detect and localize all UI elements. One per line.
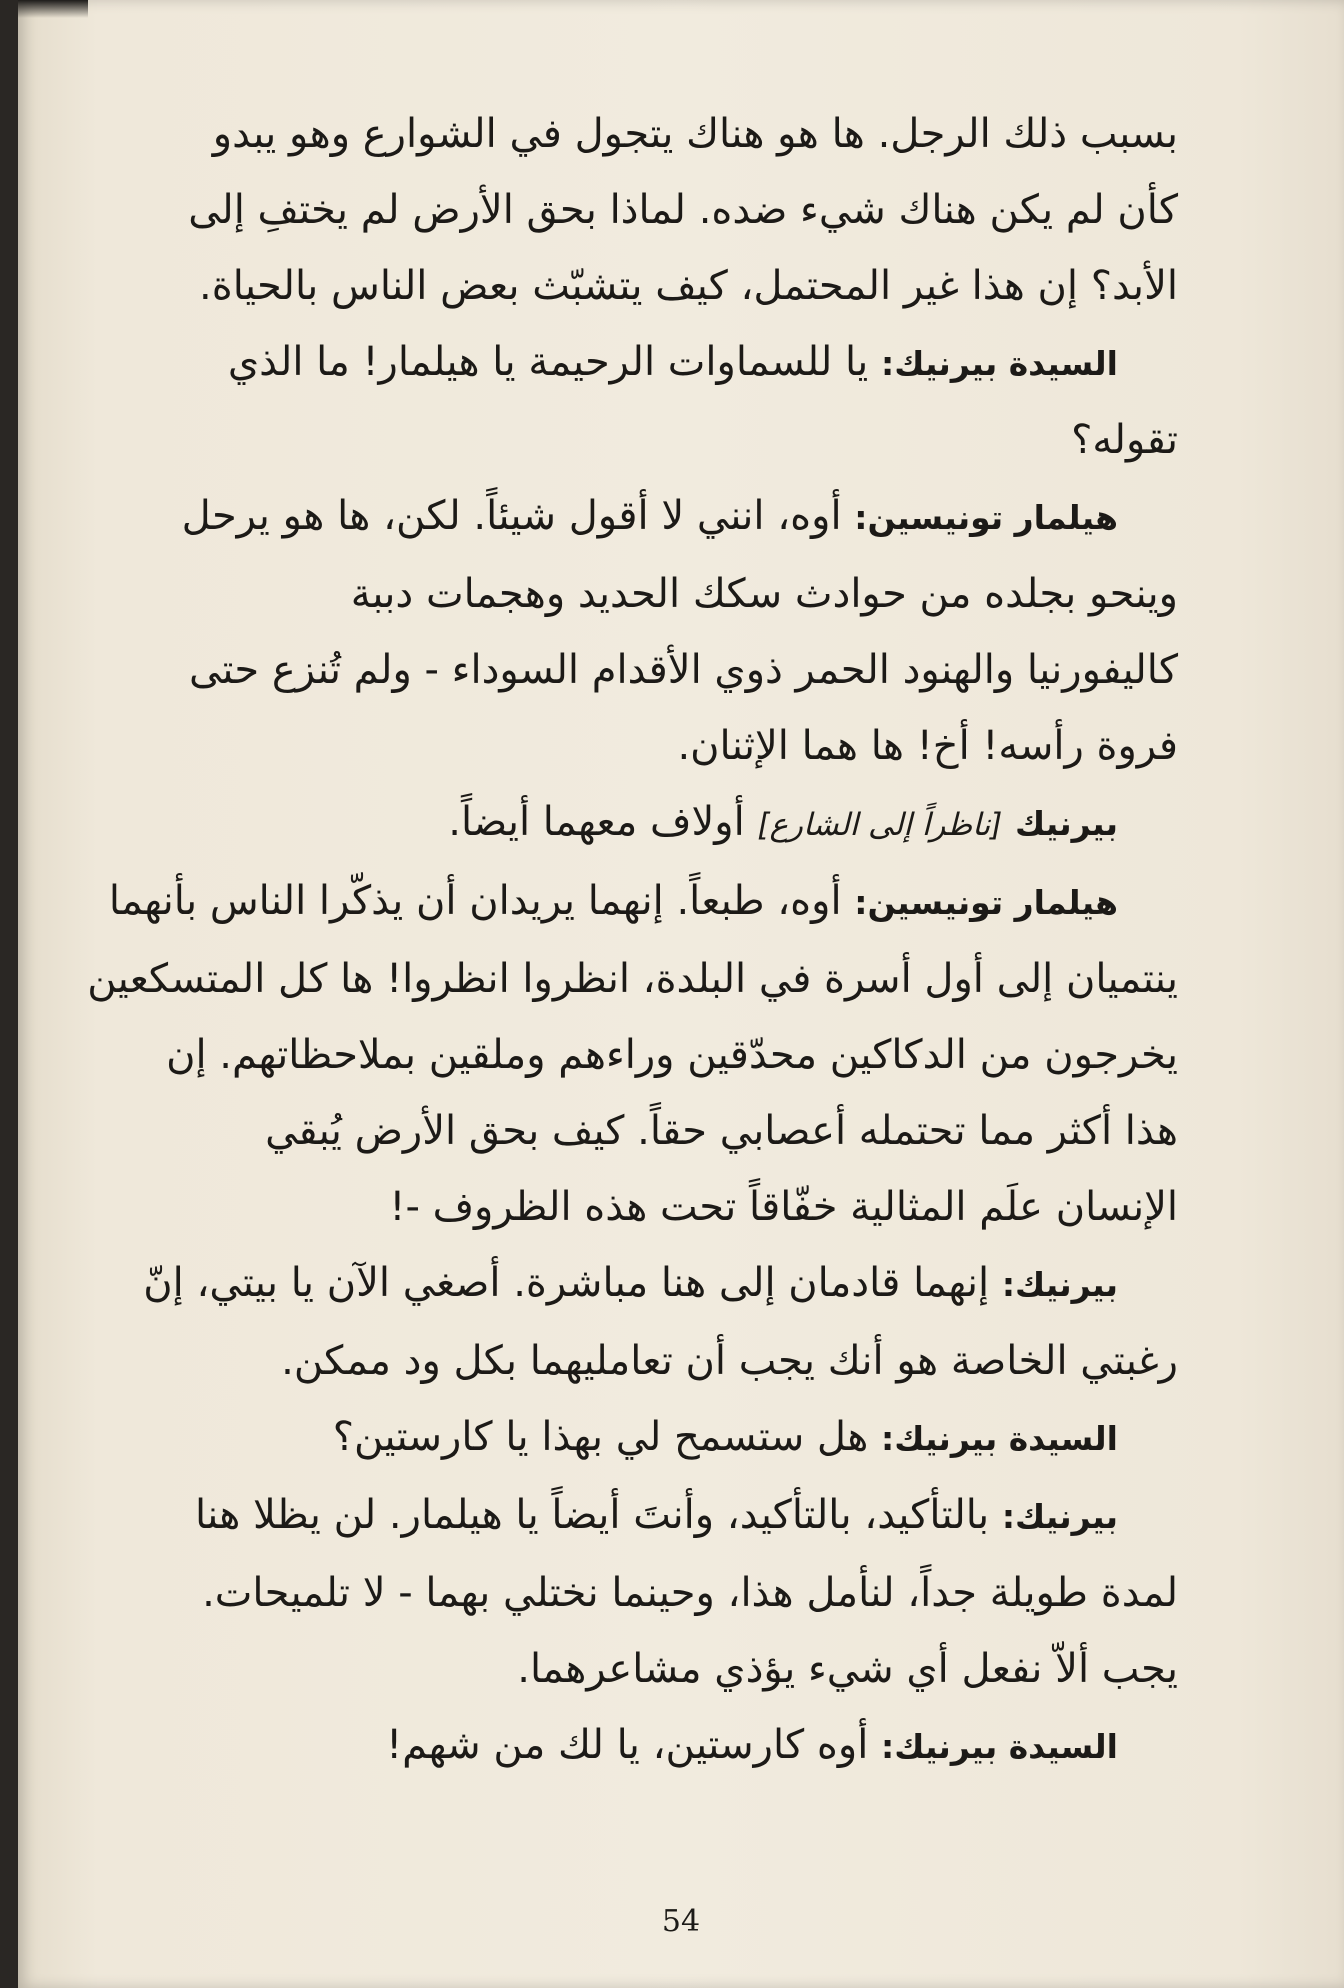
dialogue-line: السيدة بيرنيك: هل ستسمح لي بهذا يا كارستين؟ (332, 1414, 1118, 1460)
dialogue-line: بيرنيك: بالتأكيد، بالتأكيد، وأنتَ أيضاً يا هيلمار. لن يظلا هنا (194, 1492, 1118, 1538)
text-line: تقوله؟ (1071, 417, 1178, 463)
speaker-name: بيرنيك (1015, 804, 1118, 843)
dialogue-line: السيدة بيرنيك: يا للسماوات الرحيمة يا هيلمار! ما الذي (227, 339, 1118, 385)
text-line: يخرجون من الدكاكين محدّقين وراءهم وملقين بملاحظاتهم. إن (166, 1032, 1178, 1078)
text-line: الإنسان علَم المثالية خفّاقاً تحت هذه الظروف -! (389, 1184, 1178, 1230)
page-corner-shadow (18, 0, 88, 18)
text-line: ينتميان إلى أول أسرة في البلدة، انظروا انظروا! ها كل المتسكعين (87, 956, 1178, 1002)
text-line: رغبتي الخاصة هو أنك يجب أن تعامليهما بكل ود ممكن. (281, 1338, 1178, 1384)
text-line: لمدة طويلة جداً، لنأمل هذا، وحينما نختلي بهما - لا تلميحات. (202, 1570, 1178, 1616)
text-line: يجب ألاّ نفعل أي شيء يؤذي مشاعرهما. (517, 1646, 1178, 1692)
dialogue-line: بيرنيك [ناظراً إلى الشارع] أولاف معهما أيضاً. (448, 799, 1118, 845)
text-line: كأن لم يكن هناك شيء ضده. لماذا بحق الأرض لم يختفِ إلى (188, 187, 1178, 233)
speaker-name: السيدة بيرنيك: (881, 1419, 1118, 1458)
text-line: فروة رأسه! أخ! ها هما الإثنان. (677, 723, 1178, 769)
text-line: بسبب ذلك الرجل. ها هو هناك يتجول في الشوارع وهو يبدو (212, 111, 1178, 157)
text-line: وينحو بجلده من حوادث سكك الحديد وهجمات دببة (350, 571, 1178, 617)
speaker-name: بيرنيك: (1001, 1497, 1118, 1536)
dialogue-line: السيدة بيرنيك: أوه كارستين، يا لك من شهم! (386, 1722, 1118, 1768)
text-line: الأبد؟ إن هذا غير المحتمل، كيف يتشبّث بعض الناس بالحياة. (199, 263, 1178, 309)
dialogue-line: بيرنيك: إنهما قادمان إلى هنا مباشرة. أصغي الآن يا بيتي، إنّ (143, 1260, 1118, 1306)
book-page (18, 0, 1344, 1988)
dialogue-line: هيلمار تونيسين: أوه، طبعاً. إنهما يريدان أن يذكّرا الناس بأنهما (108, 878, 1118, 924)
speaker-name: هيلمار تونيسين: (854, 498, 1118, 537)
text-line: كاليفورنيا والهنود الحمر ذوي الأقدام السوداء - ولم تُنزع حتى (188, 647, 1178, 693)
speaker-name: السيدة بيرنيك: (881, 344, 1118, 383)
stage-direction: [ناظراً إلى الشارع] (757, 807, 1003, 843)
speaker-name: بيرنيك: (1001, 1265, 1118, 1304)
page-number: 54 (661, 1904, 701, 1939)
dialogue-line: هيلمار تونيسين: أوه، انني لا أقول شيئاً. لكن، ها هو يرحل (181, 493, 1118, 539)
speaker-name: هيلمار تونيسين: (854, 883, 1118, 922)
speaker-name: السيدة بيرنيك: (881, 1727, 1118, 1766)
play-text (58, 96, 1178, 1785)
text-line: هذا أكثر مما تحتمله أعصابي حقاً. كيف بحق الأرض يُبقي (265, 1108, 1178, 1154)
